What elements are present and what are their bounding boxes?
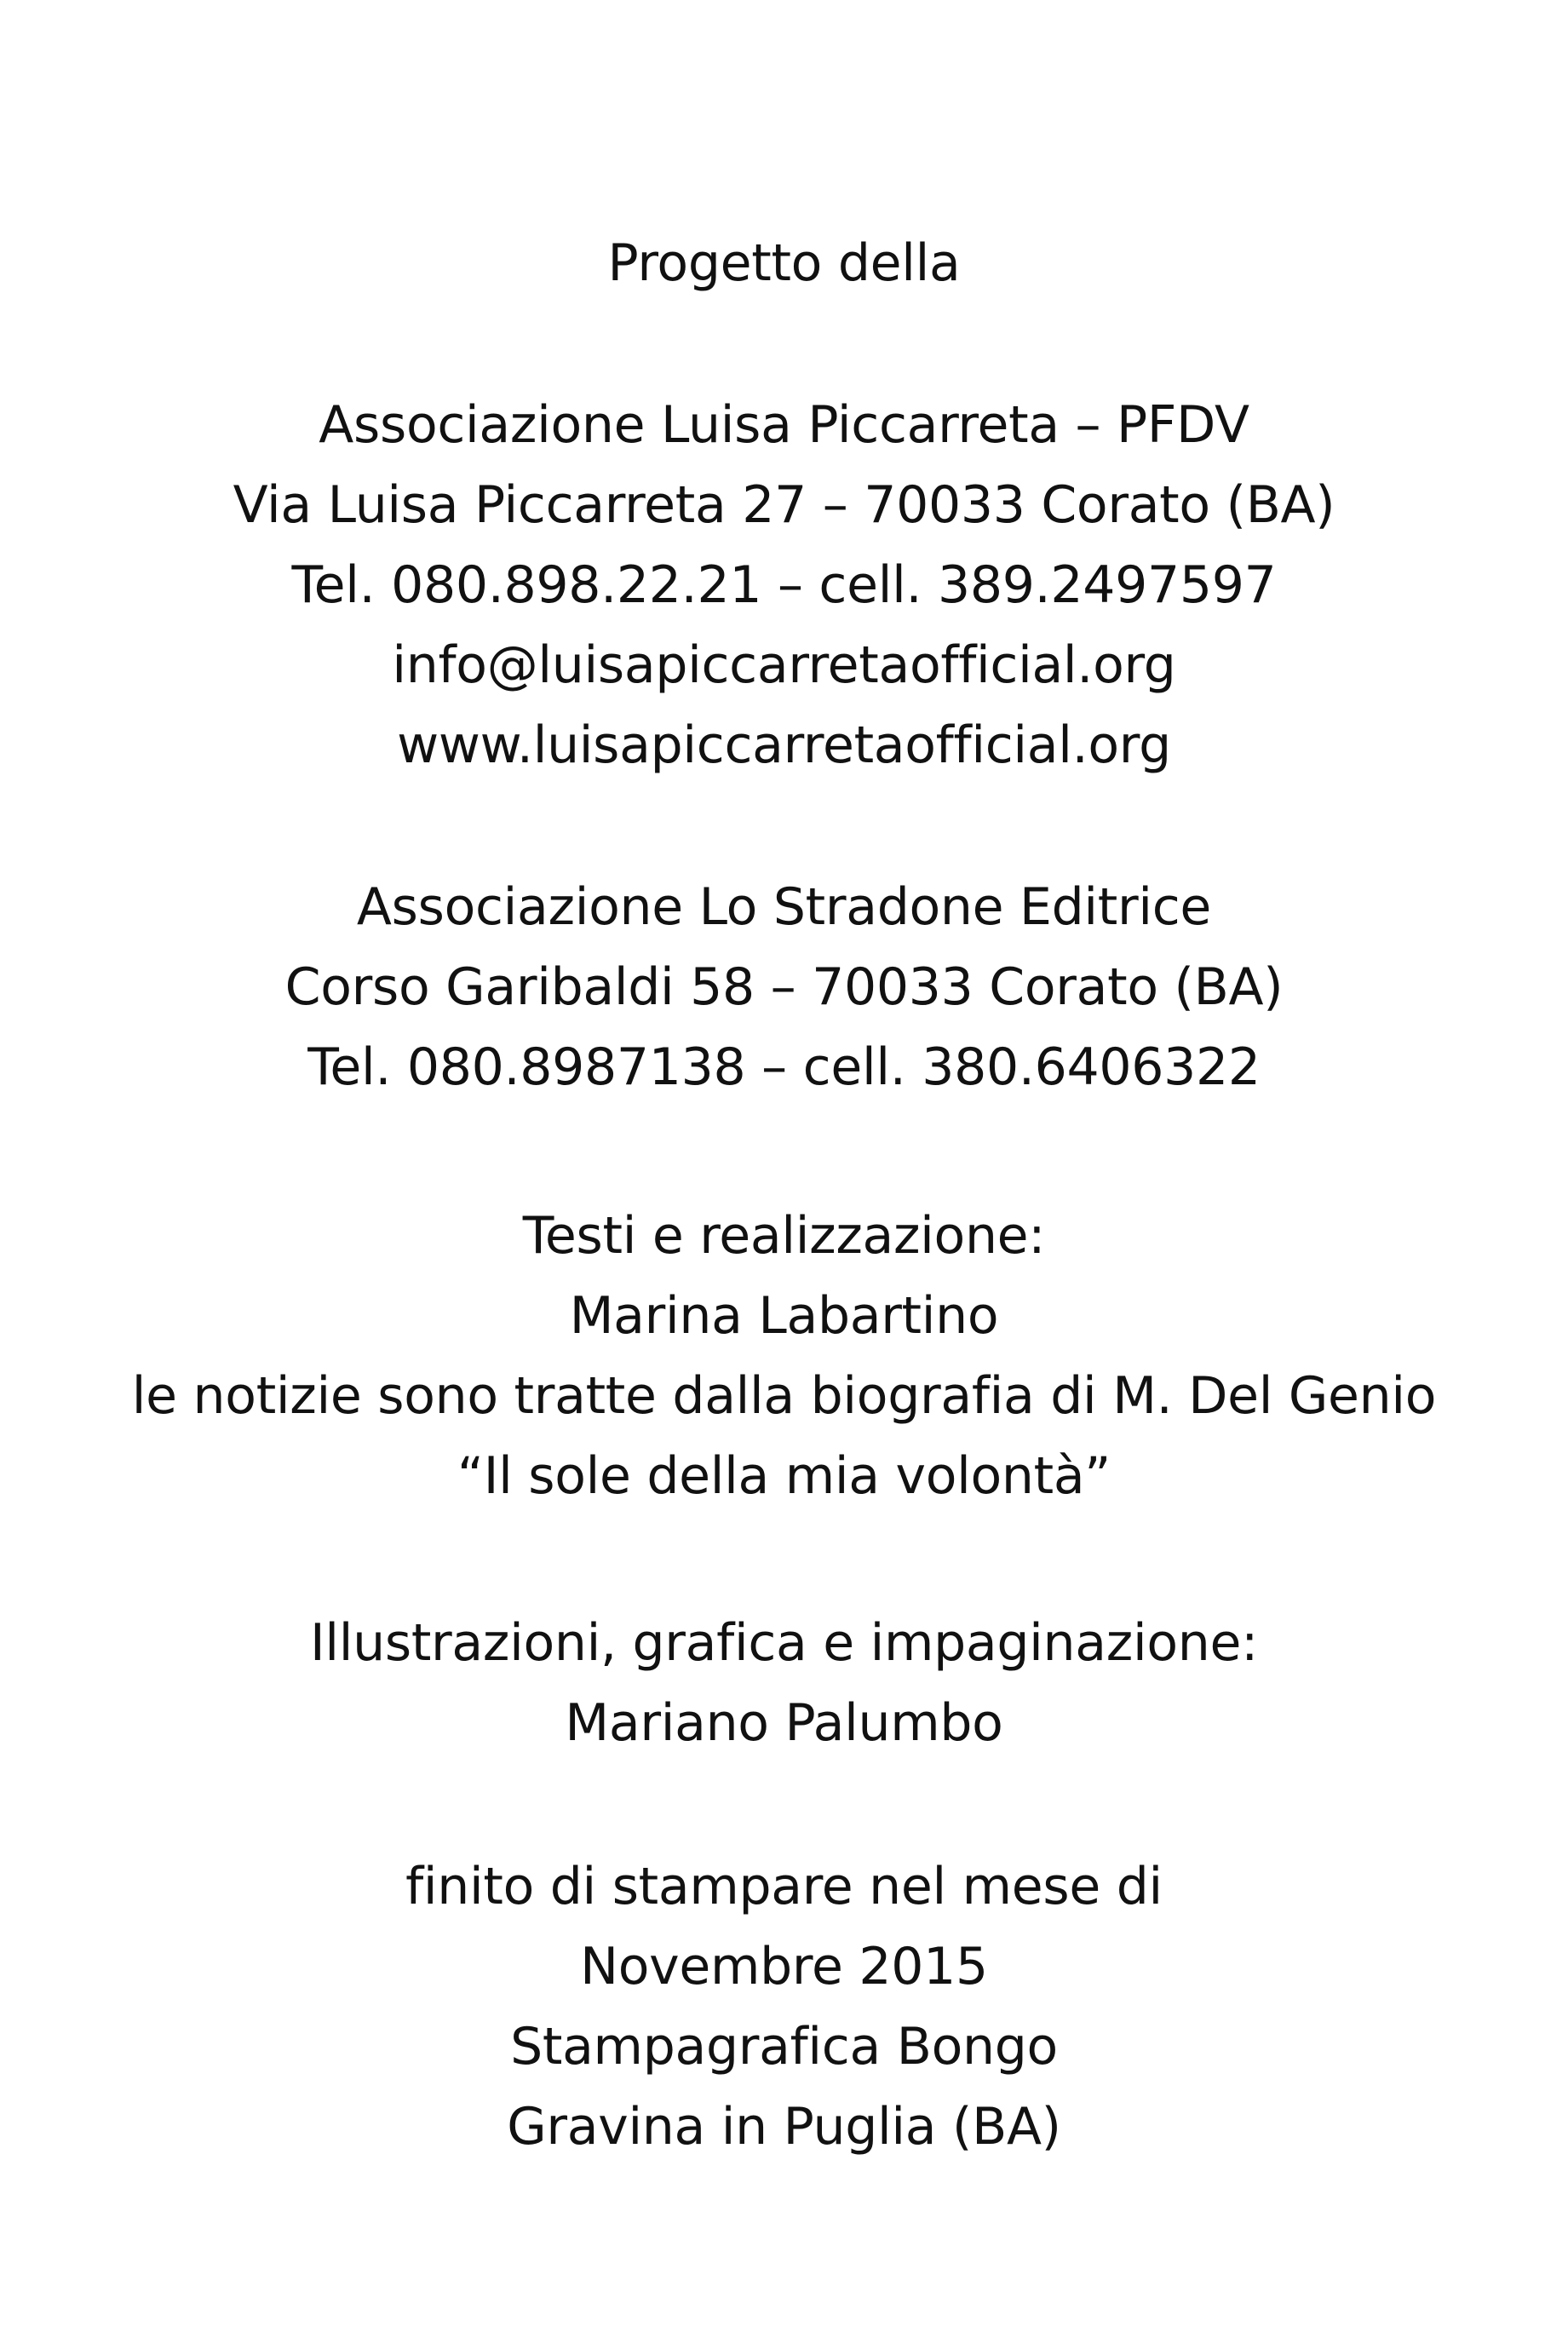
illustrations-label: Illustrazioni, grafica e impaginazione: <box>310 1613 1258 1673</box>
association-ls-address: Corso Garibaldi 58 – 70033 Corato (BA) <box>284 957 1284 1017</box>
association-lp-website: www.luisapiccarretaofficial.org <box>397 715 1171 775</box>
association-ls-phone: Tel. 080.8987138 – cell. 380.6406322 <box>307 1037 1261 1097</box>
association-lp-address: Via Luisa Piccarreta 27 – 70033 Corato (BA) <box>233 475 1335 535</box>
printing-place: Gravina in Puglia (BA) <box>507 2097 1061 2157</box>
texts-book-title: “Il sole della mia volontà” <box>457 1446 1111 1506</box>
association-ls-name: Associazione Lo Stradone Editrice <box>356 877 1212 937</box>
illustrations-author: Mariano Palumbo <box>565 1693 1003 1753</box>
printing-date: Novembre 2015 <box>580 1937 988 1996</box>
association-lp-phone: Tel. 080.898.22.21 – cell. 389.2497597 <box>291 555 1277 615</box>
texts-note: le notizie sono tratte dalla biografia di M. Del Genio <box>131 1366 1437 1426</box>
texts-author: Marina Labartino <box>569 1286 999 1346</box>
association-lp-email: info@luisapiccarretaofficial.org <box>392 635 1176 695</box>
texts-label: Testi e realizzazione: <box>522 1206 1046 1266</box>
association-lp-name: Associazione Luisa Piccarreta – PFDV <box>319 395 1249 455</box>
printing-printer: Stampagrafica Bongo <box>510 2017 1058 2077</box>
printing-line: finito di stampare nel mese di <box>405 1857 1163 1916</box>
project-heading: Progetto della <box>607 233 961 293</box>
